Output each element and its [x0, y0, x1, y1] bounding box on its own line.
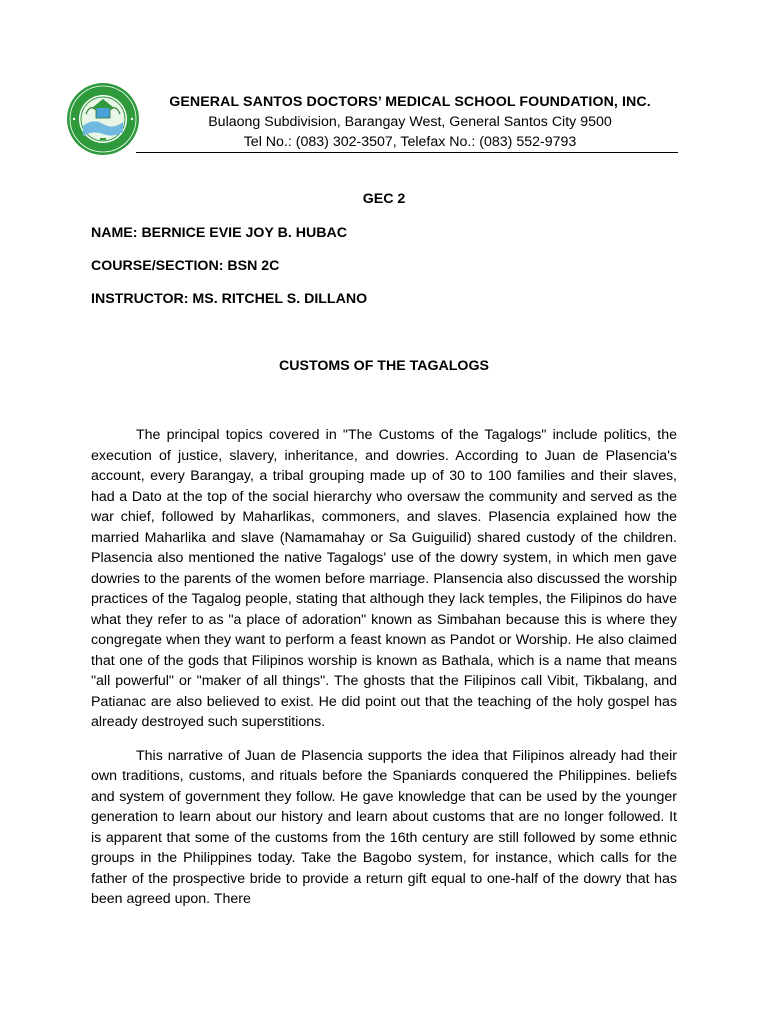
school-address: Bulaong Subdivision, Barangay West, General Santos City 9500: [208, 114, 612, 130]
header-divider: [136, 152, 678, 153]
essay-body: [91, 425, 677, 923]
school-contact: Tel No.: (083) 302-3507, Telefax No.: (083) 552-9793: [243, 134, 577, 150]
school-name: GENERAL SANTOS DOCTORS’ MEDICAL SCHOOL FOUNDATION, INC.: [169, 94, 651, 110]
essay-paragraph-1: The principal topics covered in "The Customs of the Tagalogs" include politics, the execution of justice, slavery, inheritance, and dowries. According to Juan de Plasencia's account, every Barangay, a tribal grouping made up of 30 to 100 families and their slaves, had a Dato at the top of the social hierarchy who oversaw the community and served as the war chief, followed by Maharlikas, commoners, and slaves. Plasencia explained how the married Maharlika and slave (Namamahay or Sa Guiguilid) shared custody of the children. Plasencia also mentioned the native Tagalogs' use of the dowry system, in which men gave dowries to the parents of the women before marriage. Plansencia also discussed the worship practices of the Tagalog people, stating that although they lack temples, the Filipinos do have what they refer to as "a place of adoration" known as Simbahan because this is where they congregate when they want to perform a feast known as Pandot or Worship. He also claimed that one of the gods that Filipinos worship is known as Bathala, which is a name that means "all powerful" or "maker of all things". The ghosts that the Filipinos call Vibit, Tikbalang, and Patianac are also believed to exist. He did point out that the teaching of the holy gospel has already destroyed such superstitions.: [91, 427, 677, 730]
school-seal-icon: [66, 82, 140, 156]
student-name: NAME: BERNICE EVIE JOY B. HUBAC: [91, 225, 347, 241]
letterhead: [140, 93, 680, 152]
course-code: GEC 2: [362, 191, 406, 207]
essay-title: CUSTOMS OF THE TAGALOGS: [279, 358, 489, 374]
instructor: INSTRUCTOR: MS. RITCHEL S. DILLANO: [91, 291, 368, 307]
course-section: COURSE/SECTION: BSN 2C: [91, 258, 280, 274]
essay-paragraph-2: This narrative of Juan de Plasencia supports the idea that Filipinos already had their own traditions, customs, and rituals before the Spaniards conquered the Philippines. beliefs and system of government they follow. He gave knowledge that can be used by the younger generation to learn about our history and learn about customs that are no longer followed. It is apparent that some of the customs from the 16th century are still followed by some ethnic groups in the Philippines today. Take the Bagobo system, for instance, which calls for the father of the prospective bride to provide a return gift equal to one-half of the dowry that has been agreed upon. There: [91, 747, 677, 907]
